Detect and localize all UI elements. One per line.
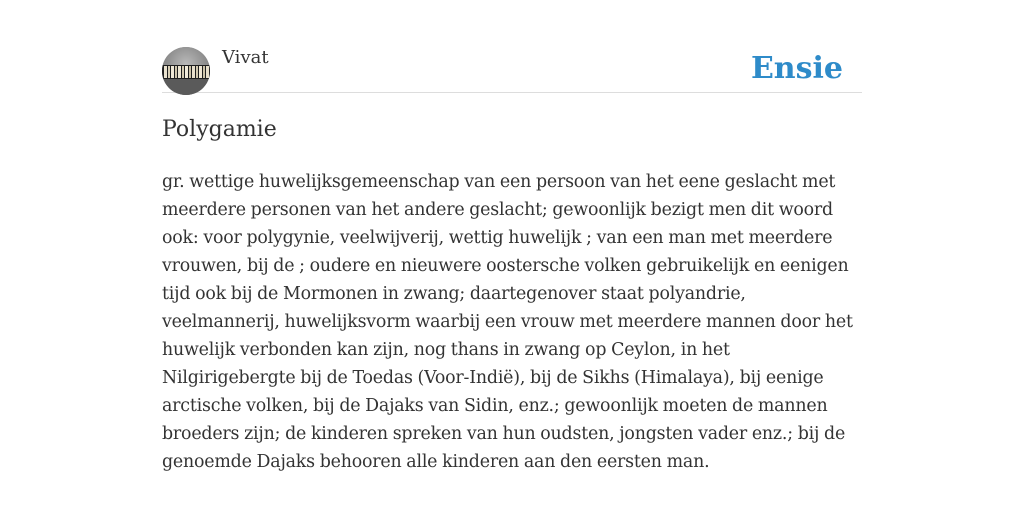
author-avatar[interactable] [162, 47, 210, 95]
avatar-image [162, 47, 210, 95]
entry-card [162, 0, 862, 512]
ensie-logo[interactable]: Ensie [750, 51, 843, 86]
entry-definition: gr. wettige huwelijksgemeenschap van een persoon van het eene geslacht met meerdere personen van het andere geslacht; gewoonlijk bezigt men dit woord ook: voor polygynie, veelwijverij, wettig huwelijk ; van een man met meerdere vrouwen, bij de ; oudere en nieuwere oostersche volken gebruikelijk en eenigen tijd ook bij de Mormonen in zwang; daartegenover staat polyandrie, veelmannerij, huwelijksvorm waarbij een vrouw met meerdere mannen door het huwelijk verbonden kan zijn, nog thans in zwang op Ceylon, in het Nilgirigebergte bij de Toedas (Voor-Indië), bij de Sikhs (Himalaya), bij eenige arctische volken, bij de Dajaks van Sidin, enz.; gewoonlijk moeten de mannen broeders zijn; de kinderen spreken van hun oudsten, jongsten vader enz.; bij de genoemde Dajaks behooren alle kinderen aan den eersten man. [162, 172, 853, 472]
entry-title: Polygamie [162, 117, 277, 142]
entry-header [162, 46, 862, 93]
author-name[interactable]: Vivat [222, 47, 269, 68]
